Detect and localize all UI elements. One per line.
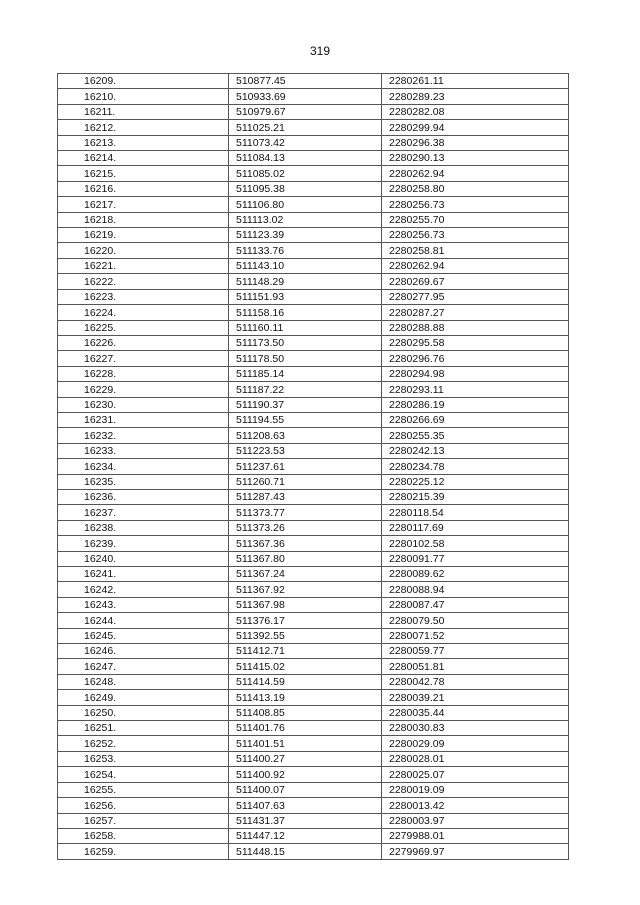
table-row xyxy=(58,258,569,273)
y-coordinate-cell: 2280035.44 xyxy=(382,705,569,720)
y-coordinate-cell: 2280286.19 xyxy=(382,397,569,412)
y-coordinate-cell: 2280269.67 xyxy=(382,274,569,289)
page-number: 319 xyxy=(309,44,331,58)
point-number-cell: 16222. xyxy=(58,274,229,289)
x-coordinate-cell: 511415.02 xyxy=(229,659,382,674)
x-coordinate-cell: 511190.37 xyxy=(229,397,382,412)
x-coordinate-cell: 511448.15 xyxy=(229,844,382,859)
x-coordinate-cell: 511400.92 xyxy=(229,767,382,782)
point-number-cell: 16229. xyxy=(58,382,229,397)
point-number-cell: 16238. xyxy=(58,520,229,535)
y-coordinate-cell: 2280258.80 xyxy=(382,181,569,196)
point-number-cell: 16226. xyxy=(58,335,229,350)
point-number-cell: 16216. xyxy=(58,181,229,196)
table-row xyxy=(58,644,569,659)
y-coordinate-cell: 2280242.13 xyxy=(382,443,569,458)
table-row xyxy=(58,690,569,705)
x-coordinate-cell: 511287.43 xyxy=(229,489,382,504)
table-row xyxy=(58,335,569,350)
x-coordinate-cell: 511160.11 xyxy=(229,320,382,335)
table-row xyxy=(58,828,569,843)
point-number-cell: 16235. xyxy=(58,474,229,489)
x-coordinate-cell: 511376.17 xyxy=(229,613,382,628)
point-number-cell: 16254. xyxy=(58,767,229,782)
point-number-cell: 16242. xyxy=(58,582,229,597)
point-number-cell: 16215. xyxy=(58,166,229,181)
table-row xyxy=(58,844,569,859)
point-number-cell: 16230. xyxy=(58,397,229,412)
point-number-cell: 16234. xyxy=(58,459,229,474)
y-coordinate-cell: 2280277.95 xyxy=(382,289,569,304)
point-number-cell: 16211. xyxy=(58,104,229,119)
point-number-cell: 16259. xyxy=(58,844,229,859)
point-number-cell: 16212. xyxy=(58,120,229,135)
y-coordinate-cell: 2280262.94 xyxy=(382,166,569,181)
table-row xyxy=(58,412,569,427)
point-number-cell: 16239. xyxy=(58,536,229,551)
point-number-cell: 16227. xyxy=(58,351,229,366)
point-number-cell: 16244. xyxy=(58,613,229,628)
table-row xyxy=(58,274,569,289)
table-row xyxy=(58,366,569,381)
y-coordinate-cell: 2280215.39 xyxy=(382,489,569,504)
y-coordinate-cell: 2280296.76 xyxy=(382,351,569,366)
x-coordinate-cell: 511025.21 xyxy=(229,120,382,135)
y-coordinate-cell: 2280117.69 xyxy=(382,520,569,535)
table-row xyxy=(58,613,569,628)
y-coordinate-cell: 2280266.69 xyxy=(382,412,569,427)
point-number-cell: 16253. xyxy=(58,751,229,766)
point-number-cell: 16256. xyxy=(58,798,229,813)
y-coordinate-cell: 2280030.83 xyxy=(382,721,569,736)
x-coordinate-cell: 510979.67 xyxy=(229,104,382,119)
y-coordinate-cell: 2280256.73 xyxy=(382,197,569,212)
y-coordinate-cell: 2280087.47 xyxy=(382,597,569,612)
y-coordinate-cell: 2280282.08 xyxy=(382,104,569,119)
table-row xyxy=(58,443,569,458)
x-coordinate-cell: 511408.85 xyxy=(229,705,382,720)
y-coordinate-cell: 2280071.52 xyxy=(382,628,569,643)
x-coordinate-cell: 511123.39 xyxy=(229,228,382,243)
point-number-cell: 16251. xyxy=(58,721,229,736)
x-coordinate-cell: 511392.55 xyxy=(229,628,382,643)
y-coordinate-cell: 2280294.98 xyxy=(382,366,569,381)
y-coordinate-cell: 2280293.11 xyxy=(382,382,569,397)
point-number-cell: 16228. xyxy=(58,366,229,381)
y-coordinate-cell: 2280003.97 xyxy=(382,813,569,828)
point-number-cell: 16246. xyxy=(58,644,229,659)
y-coordinate-cell: 2280287.27 xyxy=(382,305,569,320)
table-row xyxy=(58,89,569,104)
table-row xyxy=(58,520,569,535)
table-row xyxy=(58,551,569,566)
x-coordinate-cell: 511095.38 xyxy=(229,181,382,196)
point-number-cell: 16240. xyxy=(58,551,229,566)
x-coordinate-cell: 511084.13 xyxy=(229,151,382,166)
table-row xyxy=(58,181,569,196)
x-coordinate-cell: 511367.36 xyxy=(229,536,382,551)
x-coordinate-cell: 511106.80 xyxy=(229,197,382,212)
x-coordinate-cell: 511187.22 xyxy=(229,382,382,397)
table-row xyxy=(58,197,569,212)
table-row xyxy=(58,212,569,227)
table-row xyxy=(58,721,569,736)
table-row xyxy=(58,351,569,366)
y-coordinate-cell: 2280013.42 xyxy=(382,798,569,813)
point-number-cell: 16247. xyxy=(58,659,229,674)
point-number-cell: 16231. xyxy=(58,412,229,427)
y-coordinate-cell: 2280028.01 xyxy=(382,751,569,766)
y-coordinate-cell: 2280039.21 xyxy=(382,690,569,705)
y-coordinate-cell: 2279969.97 xyxy=(382,844,569,859)
y-coordinate-cell: 2280261.11 xyxy=(382,74,569,89)
table-row xyxy=(58,767,569,782)
point-number-cell: 16223. xyxy=(58,289,229,304)
table-row xyxy=(58,74,569,89)
x-coordinate-cell: 511194.55 xyxy=(229,412,382,427)
table-row xyxy=(58,751,569,766)
x-coordinate-cell: 511151.93 xyxy=(229,289,382,304)
point-number-cell: 16245. xyxy=(58,628,229,643)
point-number-cell: 16225. xyxy=(58,320,229,335)
point-number-cell: 16252. xyxy=(58,736,229,751)
x-coordinate-cell: 511407.63 xyxy=(229,798,382,813)
x-coordinate-cell: 511447.12 xyxy=(229,828,382,843)
x-coordinate-cell: 511367.80 xyxy=(229,551,382,566)
x-coordinate-cell: 511414.59 xyxy=(229,674,382,689)
point-number-cell: 16250. xyxy=(58,705,229,720)
point-number-cell: 16258. xyxy=(58,828,229,843)
coordinates-table xyxy=(57,73,569,860)
y-coordinate-cell: 2280091.77 xyxy=(382,551,569,566)
x-coordinate-cell: 511148.29 xyxy=(229,274,382,289)
table-row xyxy=(58,151,569,166)
x-coordinate-cell: 511367.24 xyxy=(229,567,382,582)
y-coordinate-cell: 2280029.09 xyxy=(382,736,569,751)
y-coordinate-cell: 2280102.58 xyxy=(382,536,569,551)
x-coordinate-cell: 511373.77 xyxy=(229,505,382,520)
y-coordinate-cell: 2279988.01 xyxy=(382,828,569,843)
y-coordinate-cell: 2280019.09 xyxy=(382,782,569,797)
x-coordinate-cell: 511413.19 xyxy=(229,690,382,705)
table-row xyxy=(58,166,569,181)
table-row xyxy=(58,104,569,119)
y-coordinate-cell: 2280295.58 xyxy=(382,335,569,350)
y-coordinate-cell: 2280051.81 xyxy=(382,659,569,674)
table-row xyxy=(58,459,569,474)
point-number-cell: 16224. xyxy=(58,305,229,320)
y-coordinate-cell: 2280089.62 xyxy=(382,567,569,582)
x-coordinate-cell: 511185.14 xyxy=(229,366,382,381)
table-row xyxy=(58,505,569,520)
table-row xyxy=(58,705,569,720)
table-row xyxy=(58,536,569,551)
x-coordinate-cell: 510933.69 xyxy=(229,89,382,104)
x-coordinate-cell: 511373.26 xyxy=(229,520,382,535)
point-number-cell: 16232. xyxy=(58,428,229,443)
x-coordinate-cell: 511401.51 xyxy=(229,736,382,751)
y-coordinate-cell: 2280079.50 xyxy=(382,613,569,628)
table-row xyxy=(58,228,569,243)
x-coordinate-cell: 511260.71 xyxy=(229,474,382,489)
y-coordinate-cell: 2280299.94 xyxy=(382,120,569,135)
y-coordinate-cell: 2280042.78 xyxy=(382,674,569,689)
table-row xyxy=(58,289,569,304)
y-coordinate-cell: 2280290.13 xyxy=(382,151,569,166)
x-coordinate-cell: 511158.16 xyxy=(229,305,382,320)
x-coordinate-cell: 510877.45 xyxy=(229,74,382,89)
table-row xyxy=(58,628,569,643)
x-coordinate-cell: 511431.37 xyxy=(229,813,382,828)
point-number-cell: 16217. xyxy=(58,197,229,212)
point-number-cell: 16221. xyxy=(58,258,229,273)
x-coordinate-cell: 511412.71 xyxy=(229,644,382,659)
table-row xyxy=(58,120,569,135)
point-number-cell: 16219. xyxy=(58,228,229,243)
table-row xyxy=(58,397,569,412)
x-coordinate-cell: 511401.76 xyxy=(229,721,382,736)
table-row xyxy=(58,597,569,612)
table-row xyxy=(58,798,569,813)
table-row xyxy=(58,320,569,335)
point-number-cell: 16233. xyxy=(58,443,229,458)
y-coordinate-cell: 2280088.94 xyxy=(382,582,569,597)
y-coordinate-cell: 2280289.23 xyxy=(382,89,569,104)
point-number-cell: 16213. xyxy=(58,135,229,150)
table-row xyxy=(58,382,569,397)
y-coordinate-cell: 2280234.78 xyxy=(382,459,569,474)
x-coordinate-cell: 511223.53 xyxy=(229,443,382,458)
x-coordinate-cell: 511367.92 xyxy=(229,582,382,597)
y-coordinate-cell: 2280258.81 xyxy=(382,243,569,258)
y-coordinate-cell: 2280118.54 xyxy=(382,505,569,520)
table-row xyxy=(58,813,569,828)
x-coordinate-cell: 511400.07 xyxy=(229,782,382,797)
y-coordinate-cell: 2280262.94 xyxy=(382,258,569,273)
point-number-cell: 16209. xyxy=(58,74,229,89)
x-coordinate-cell: 511178.50 xyxy=(229,351,382,366)
table-row xyxy=(58,782,569,797)
table-row xyxy=(58,736,569,751)
table-row xyxy=(58,474,569,489)
y-coordinate-cell: 2280288.88 xyxy=(382,320,569,335)
table-row xyxy=(58,305,569,320)
y-coordinate-cell: 2280025.07 xyxy=(382,767,569,782)
point-number-cell: 16241. xyxy=(58,567,229,582)
x-coordinate-cell: 511400.27 xyxy=(229,751,382,766)
point-number-cell: 16243. xyxy=(58,597,229,612)
y-coordinate-cell: 2280296.38 xyxy=(382,135,569,150)
table-row xyxy=(58,428,569,443)
x-coordinate-cell: 511133.76 xyxy=(229,243,382,258)
y-coordinate-cell: 2280255.70 xyxy=(382,212,569,227)
x-coordinate-cell: 511143.10 xyxy=(229,258,382,273)
y-coordinate-cell: 2280256.73 xyxy=(382,228,569,243)
table-row xyxy=(58,489,569,504)
y-coordinate-cell: 2280059.77 xyxy=(382,644,569,659)
table-row xyxy=(58,659,569,674)
table-body xyxy=(58,74,569,860)
point-number-cell: 16214. xyxy=(58,151,229,166)
point-number-cell: 16237. xyxy=(58,505,229,520)
point-number-cell: 16218. xyxy=(58,212,229,227)
y-coordinate-cell: 2280255.35 xyxy=(382,428,569,443)
x-coordinate-cell: 511073.42 xyxy=(229,135,382,150)
x-coordinate-cell: 511113.02 xyxy=(229,212,382,227)
table-row xyxy=(58,135,569,150)
table-row xyxy=(58,243,569,258)
x-coordinate-cell: 511173.50 xyxy=(229,335,382,350)
table-row xyxy=(58,674,569,689)
point-number-cell: 16257. xyxy=(58,813,229,828)
point-number-cell: 16255. xyxy=(58,782,229,797)
point-number-cell: 16220. xyxy=(58,243,229,258)
table-row xyxy=(58,582,569,597)
x-coordinate-cell: 511367.98 xyxy=(229,597,382,612)
x-coordinate-cell: 511085.02 xyxy=(229,166,382,181)
x-coordinate-cell: 511237.61 xyxy=(229,459,382,474)
point-number-cell: 16236. xyxy=(58,489,229,504)
point-number-cell: 16210. xyxy=(58,89,229,104)
x-coordinate-cell: 511208.63 xyxy=(229,428,382,443)
point-number-cell: 16249. xyxy=(58,690,229,705)
y-coordinate-cell: 2280225.12 xyxy=(382,474,569,489)
point-number-cell: 16248. xyxy=(58,674,229,689)
table-row xyxy=(58,567,569,582)
